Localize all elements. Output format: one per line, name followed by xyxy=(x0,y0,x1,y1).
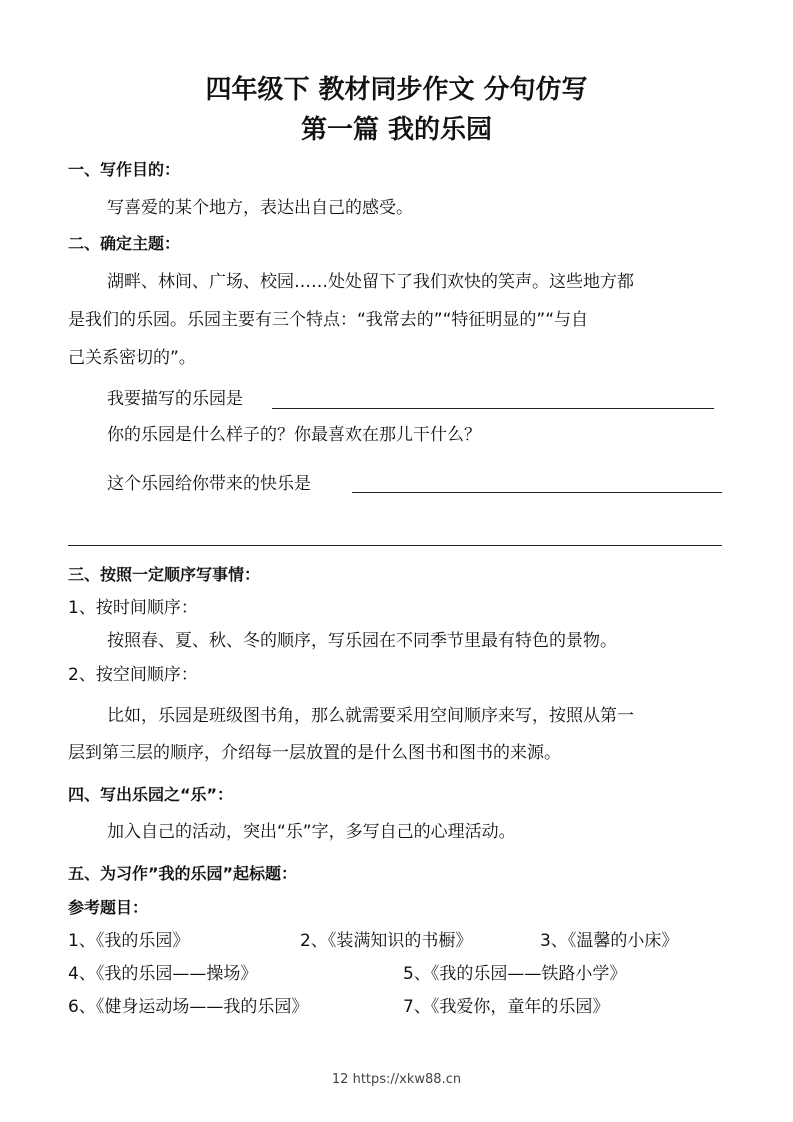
section3-sub1-heading: 1、按时间顺序： xyxy=(68,598,198,618)
section2-heading: 二、确定主题： xyxy=(68,234,181,253)
section1-heading: 一、写作目的： xyxy=(68,160,181,179)
prompt-park-look: 你的乐园是什么样子的？你最喜欢在那儿干什么？ xyxy=(107,425,481,445)
section2-para-line3: 己关系密切的”。 xyxy=(68,348,196,368)
page-footer xyxy=(0,1072,793,1087)
reference-title-2: 2、《装满知识的书橱》 xyxy=(300,931,473,951)
reference-titles-heading: 参考题目： xyxy=(68,898,149,917)
section3-heading: 三、按照一定顺序写事情： xyxy=(68,565,261,584)
page-number: 12 xyxy=(331,1072,349,1087)
prompt-describe-park: 我要描写的乐园是 xyxy=(107,389,243,409)
section1-text: 写喜爱的某个地方，表达出自己的感受。 xyxy=(107,198,413,218)
section4-text: 加入自己的活动，突出“乐”字，多写自己的心理活动。 xyxy=(107,822,516,842)
reference-title-1: 1、《我的乐园》 xyxy=(68,931,190,951)
section3-sub2-line2: 层到第三层的顺序，介绍每一层放置的是什么图书和图书的来源。 xyxy=(68,743,561,763)
reference-title-3: 3、《温馨的小床》 xyxy=(540,931,679,951)
page-title: 四年级下 教材同步作文 分句仿写 xyxy=(205,75,588,105)
footer-url[interactable]: https://xkw88.cn xyxy=(352,1072,462,1087)
section2-para-line2: 是我们的乐园。乐园主要有三个特点：“我常去的”“特征明显的”“与自 xyxy=(68,310,589,330)
answer-line-extra xyxy=(68,545,722,546)
reference-title-6: 6、《健身运动场——我的乐园》 xyxy=(68,997,309,1017)
page-subtitle: 第一篇 我的乐园 xyxy=(300,115,493,145)
section5-heading: 五、为习作”我的乐园”起标题： xyxy=(68,864,298,883)
section3-sub2-line1: 比如，乐园是班级图书角，那么就需要采用空间顺序来写，按照从第一 xyxy=(107,706,634,726)
answer-line-park xyxy=(272,408,714,409)
section3-sub1-text: 按照春、夏、秋、冬的顺序，写乐园在不同季节里最有特色的景物。 xyxy=(107,631,617,651)
answer-line-joy xyxy=(352,492,722,493)
section2-para-line1: 湖畔、林间、广场、校园……处处留下了我们欢快的笑声。这些地方都 xyxy=(107,272,634,292)
prompt-park-joy: 这个乐园给你带来的快乐是 xyxy=(107,474,311,494)
section4-heading: 四、写出乐园之“乐”： xyxy=(68,785,234,804)
reference-title-4: 4、《我的乐园——操场》 xyxy=(68,964,258,984)
section3-sub2-heading: 2、按空间顺序： xyxy=(68,665,198,685)
reference-title-7: 7、《我爱你，童年的乐园》 xyxy=(403,997,610,1017)
reference-title-5: 5、《我的乐园——铁路小学》 xyxy=(403,964,627,984)
